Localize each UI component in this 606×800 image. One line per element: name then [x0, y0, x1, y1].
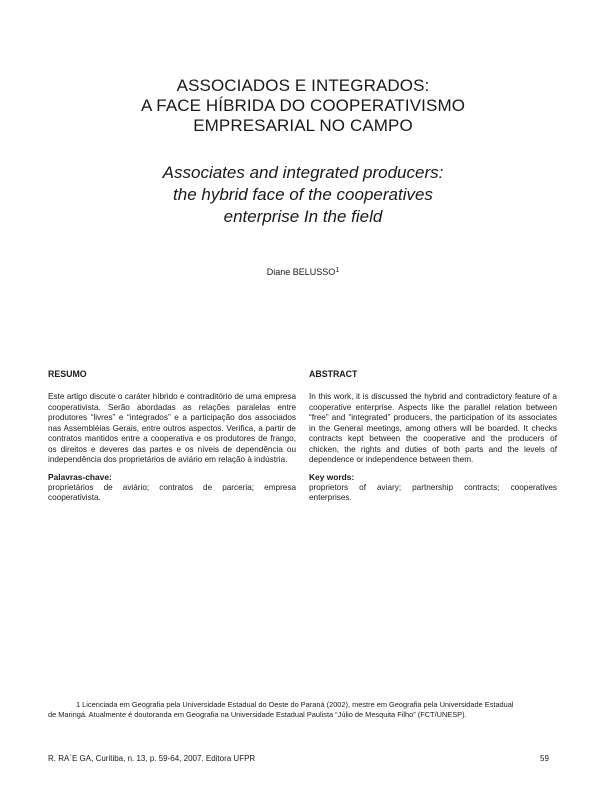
- abstract-column: [309, 368, 557, 504]
- title-pt-line-2: A FACE HÍBRIDA DO COOPERATIVISMO: [140, 96, 466, 115]
- author-footnote-marker: 1: [335, 267, 340, 274]
- title-en-line-2: the hybrid face of the cooperatives: [173, 185, 433, 204]
- page-number: 59: [540, 754, 549, 763]
- title-pt-line-1: ASSOCIADOS E INTEGRADOS:: [176, 76, 430, 95]
- palavras-chave-text: proprietários de aviário; contratos de parceria; empresa cooperativista.: [48, 482, 296, 502]
- author-name: Diane BELUSSO: [266, 267, 336, 277]
- title-pt-line-3: EMPRESARIAL NO CAMPO: [193, 116, 413, 135]
- resumo-text: Este artigo discute o caráter híbrido e contraditório de uma empresa cooperativista. Serão abordadas as relações paralelas entre produtores “livres” e “integrados” e a participação dos associados nas Assembléias Gerais, entre outros aspectos. Verifica, a partir de contratos mantidos entre a cooperativa e os produtores de frango, os direitos e deveres das partes e os níveis de dependência ou independência dos proprietários de aviário em relação à indústria.: [48, 392, 296, 464]
- abstract-text: In this work, it is discussed the hybrid and contradictory feature of a cooperative enterprise. Aspects like the parallel relation between “free” and “integrated” producers, the participation of its associates in the General meetings, among others will be boarded. It checks contracts kept between the cooperative and the producers of chicken, the rights and duties of both parts and the levels of dependence or independence between them.: [309, 392, 557, 464]
- journal-citation: R. RA´E GA, Curitiba, n. 13, p. 59-64, 2007. Editora UFPR: [48, 754, 256, 763]
- title-en-line-3: enterprise In the field: [223, 207, 383, 226]
- abstract-heading: ABSTRACT: [309, 369, 358, 379]
- resumo-column: [48, 368, 296, 504]
- title-en-line-1: Associates and integrated producers:: [162, 163, 444, 182]
- title-english: [0, 162, 606, 228]
- palavras-chave-heading: Palavras-chave:: [48, 471, 112, 482]
- author-line: [0, 266, 606, 278]
- footnote-line-2: de Maringá. Atualmente é doutoranda em Geografia na Universidade Estadual Paulista “Júlio de Mesquita Filho” (FCT/UNESP).: [48, 710, 467, 719]
- title-portuguese: [0, 76, 606, 136]
- footnote-line-1: 1 Licenciada em Geografia pela Universidade Estadual do Oeste do Paraná (2002), mestre em Geografia pela Universidade Estadual: [76, 700, 514, 709]
- key-words-text: proprietors of aviary; partnership contracts; cooperatives enterprises.: [309, 482, 557, 502]
- author-footnote: [48, 700, 556, 720]
- resumo-heading: RESUMO: [48, 369, 87, 379]
- key-words-heading: Key words:: [309, 471, 355, 482]
